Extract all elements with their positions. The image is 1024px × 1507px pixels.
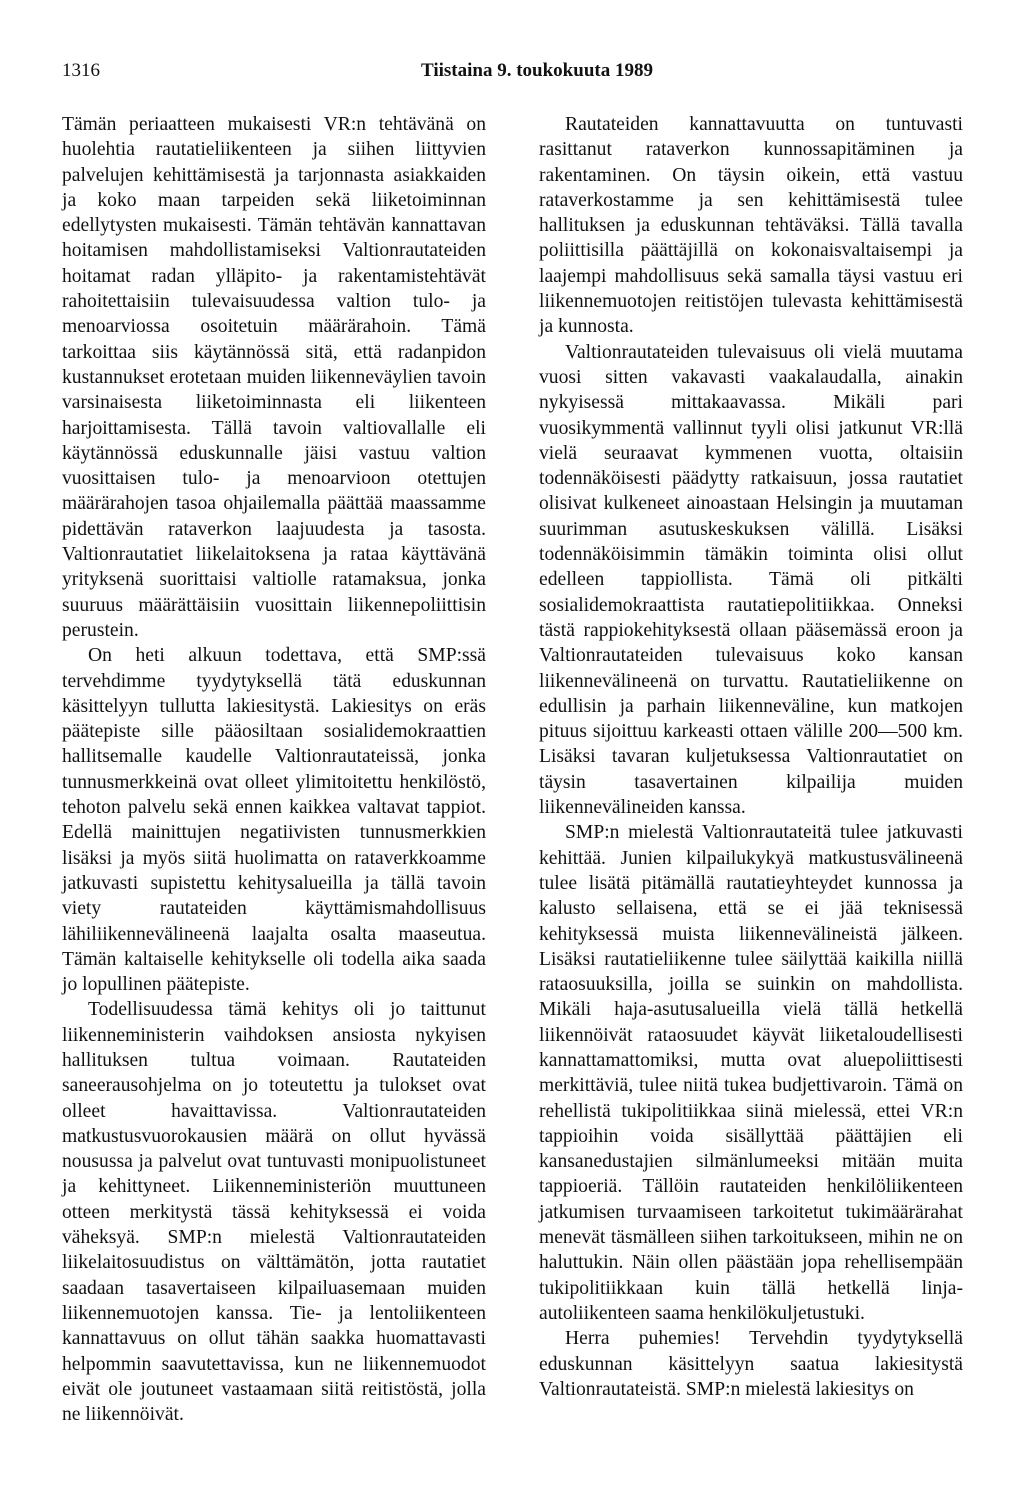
- paragraph: On heti alkuun todettava, että SMP:ssä tervehdimme tyydytyksellä tätä eduskunnan käsittelyyn tullutta lakiesitystä. Lakiesitys on eräs päätepiste sille pääosiltaan sosialidemokraattien hallitsemalle kaudelle Valtionrautateissä, jonka tunnusmerkkeinä ovat olleet ylimitoitettu henkilöstö, tehoton palvelu sekä ennen kaikkea valtavat tappiot. Edellä mainittujen negatiivisten tunnusmerkkien lisäksi ja myös siitä huolimatta on rataverkkoamme jatkuvasti supistettu kehitysalueilla ja tällä tavoin viety rautateiden käyttämismahdollisuus lähiliikennevälineenä laajalta osalta maaseutua. Tämän kaltaiselle kehitykselle oli todella aika saada jo lopullinen päätepiste.: [62, 645, 486, 996]
- paragraph: Todellisuudessa tämä kehitys oli jo taittunut liikenneministerin vaihdoksen ansiosta nykyisen hallituksen tultua voimaan. Rautateiden saneerausohjelma on jo toteutettu ja tulokset ovat olleet havaittavissa. Valtionrautateiden matkustusvuorokausien määrä on ollut hyvässä nousussa ja palvelut ovat tuntuvasti monipuolistuneet ja kehittyneet. Liikenneministeriön muuttuneen otteen merkitystä tässä kehityksessä ei voida väheksyä. SMP:n mielestä Valtionrautateiden liikelaitosuudistus on välttämätön, jotta rautatiet saadaan tasavertaiseen kilpailuasemaan muiden liikennemuotojen kanssa. Tie- ja lentoliikenteen kannattavuus on ollut tähän saakka huomattavasti helpommin saavutettavissa, kun ne liikennemuodot eivät ole joutuneet vastaamaan siitä reitistöstä, jolla ne liikennöivät.: [62, 999, 486, 1426]
- page-date-header: Tiistaina 9. toukokuuta 1989: [421, 60, 653, 81]
- paragraph: Rautateiden kannattavuutta on tuntuvasti rasittanut rataverkon kunnossapitäminen ja rakentaminen. On täysin oikein, että vastuu rataverkostamme ja sen kehittämisestä tulee hallituksen ja eduskunnan tehtäväksi. Tällä tavalla poliittisilla päättäjillä on kokonaisvaltaisempi ja laajempi mahdollisuus sekä samalla täysi vastuu eri liikennemuotojen reitistöjen tulevasta kehittämisestä ja kunnosta.: [539, 114, 963, 338]
- paragraph: Tämän periaatteen mukaisesti VR:n tehtävänä on huolehtia rautatieliikenteen ja siihen liittyvien palvelujen kehittämisestä ja tarjonnasta asiakkaiden ja koko maan tarpeiden sekä liiketoiminnan edellytysten mukaisesti. Tämän tehtävän kannattavan hoitamisen mahdollistamiseksi Valtionrautateiden hoitamat radan ylläpito- ja rakentamistehtävät rahoitettaisiin tulevaisuudessa valtion tulo- ja menoarviossa osoitetuin määrärahoin. Tämä tarkoittaa siis käytännössä sitä, että radanpidon kustannukset erotetaan muiden liikenneväylien tavoin varsinaisesta liiketoiminnasta eli liikenteen harjoittamisesta. Tällä tavoin valtiovallalle eli käytännössä eduskunnalle jäisi vastuu valtion vuosittaisen tulo- ja menoarvioon otettujen määrärahojen tasoa ohjailemalla päättää maassamme pidettävän rataverkon laajuudesta ja tasosta. Valtionrautatiet liikelaitoksena ja rataa käyttävänä yrityksenä suorittaisi valtiolle ratamaksua, jonka suuruus määrättäisiin vuosittain liikennepoliittisin perustein.: [62, 114, 486, 641]
- left-text-column: [62, 112, 486, 1427]
- paragraph: SMP:n mielestä Valtionrautateitä tulee jatkuvasti kehittää. Junien kilpailukykyä matkustusvälineenä tulee lisätä pitämällä rautatieyhteydet kunnossa ja kalusto sellaisena, että se ei jää teknisessä kehityksessä muista liikennevälineistä jälkeen. Lisäksi rautatieliikenne tulee säilyttää kaikilla niillä rataosuuksilla, joilla se suinkin on mahdollista. Mikäli haja-asutusalueilla vielä tällä hetkellä liikennöivät rataosuudet käyvät liiketaloudellisesti kannattamattomiksi, mutta ovat aluepoliittisesti merkittäviä, tulee niitä tukea budjettivaroin. Tämä on rehellistä tukipolitiikkaa siinä mielessä, ettei VR:n tappioihin voida sisällyttää päättäjien eli kansanedustajien silmänlumeeksi mitään muita tappioeriä. Tällöin rautateiden henkilöliikenteen jatkumisen turvaamiseen tarkoitetut tukimäärärahat menevät täsmälleen siihen tarkoitukseen, mihin ne on haluttukin. Näin ollen päästään jopa rehellisempään tukipolitiikkaan kuin tällä hetkellä linja-autoliikenteen saama henkilökuljetustuki.: [539, 822, 963, 1324]
- right-text-column: [539, 112, 963, 1402]
- paragraph: Herra puhemies! Tervehdin tyydytyksellä eduskunnan käsittelyyn saatua lakiesitystä Valtionrautateistä. SMP:n mielestä lakiesitys on: [539, 1328, 963, 1400]
- page-number: 1316: [62, 60, 100, 81]
- paragraph: Valtionrautateiden tulevaisuus oli vielä muutama vuosi sitten vakavasti vaakalaudalla, ainakin nykyisessä mittakaavassa. Mikäli pari vuosikymmentä vallinnut tyyli olisi jatkunut VR:llä vielä seuraavat kymmenen vuotta, oltaisiin todennäköisesti päädytty ratkaisuun, jossa rautatiet olisivat kulkeneet ainoastaan Helsingin ja muutaman suurimman asutuskeskuksen välillä. Lisäksi todennäköisimmin tämäkin toiminta olisi ollut edelleen tappiollista. Tämä oli pitkälti sosialidemokraattista rautatiepolitiikkaa. Onneksi tästä rappiokehityksestä ollaan pääsemässä eroon ja Valtionrautateiden tulevaisuus koko kansan liikennevälineenä on turvattu. Rautatieliikenne on edullisin ja parhain liikenneväline, kun matkojen pituus sijoittuu karkeasti ottaen välille 200—500 km. Lisäksi tavaran kuljetuksessa Valtionrautatiet on täysin tasavertainen kilpailija muiden liikennevälineiden kanssa.: [539, 341, 963, 819]
